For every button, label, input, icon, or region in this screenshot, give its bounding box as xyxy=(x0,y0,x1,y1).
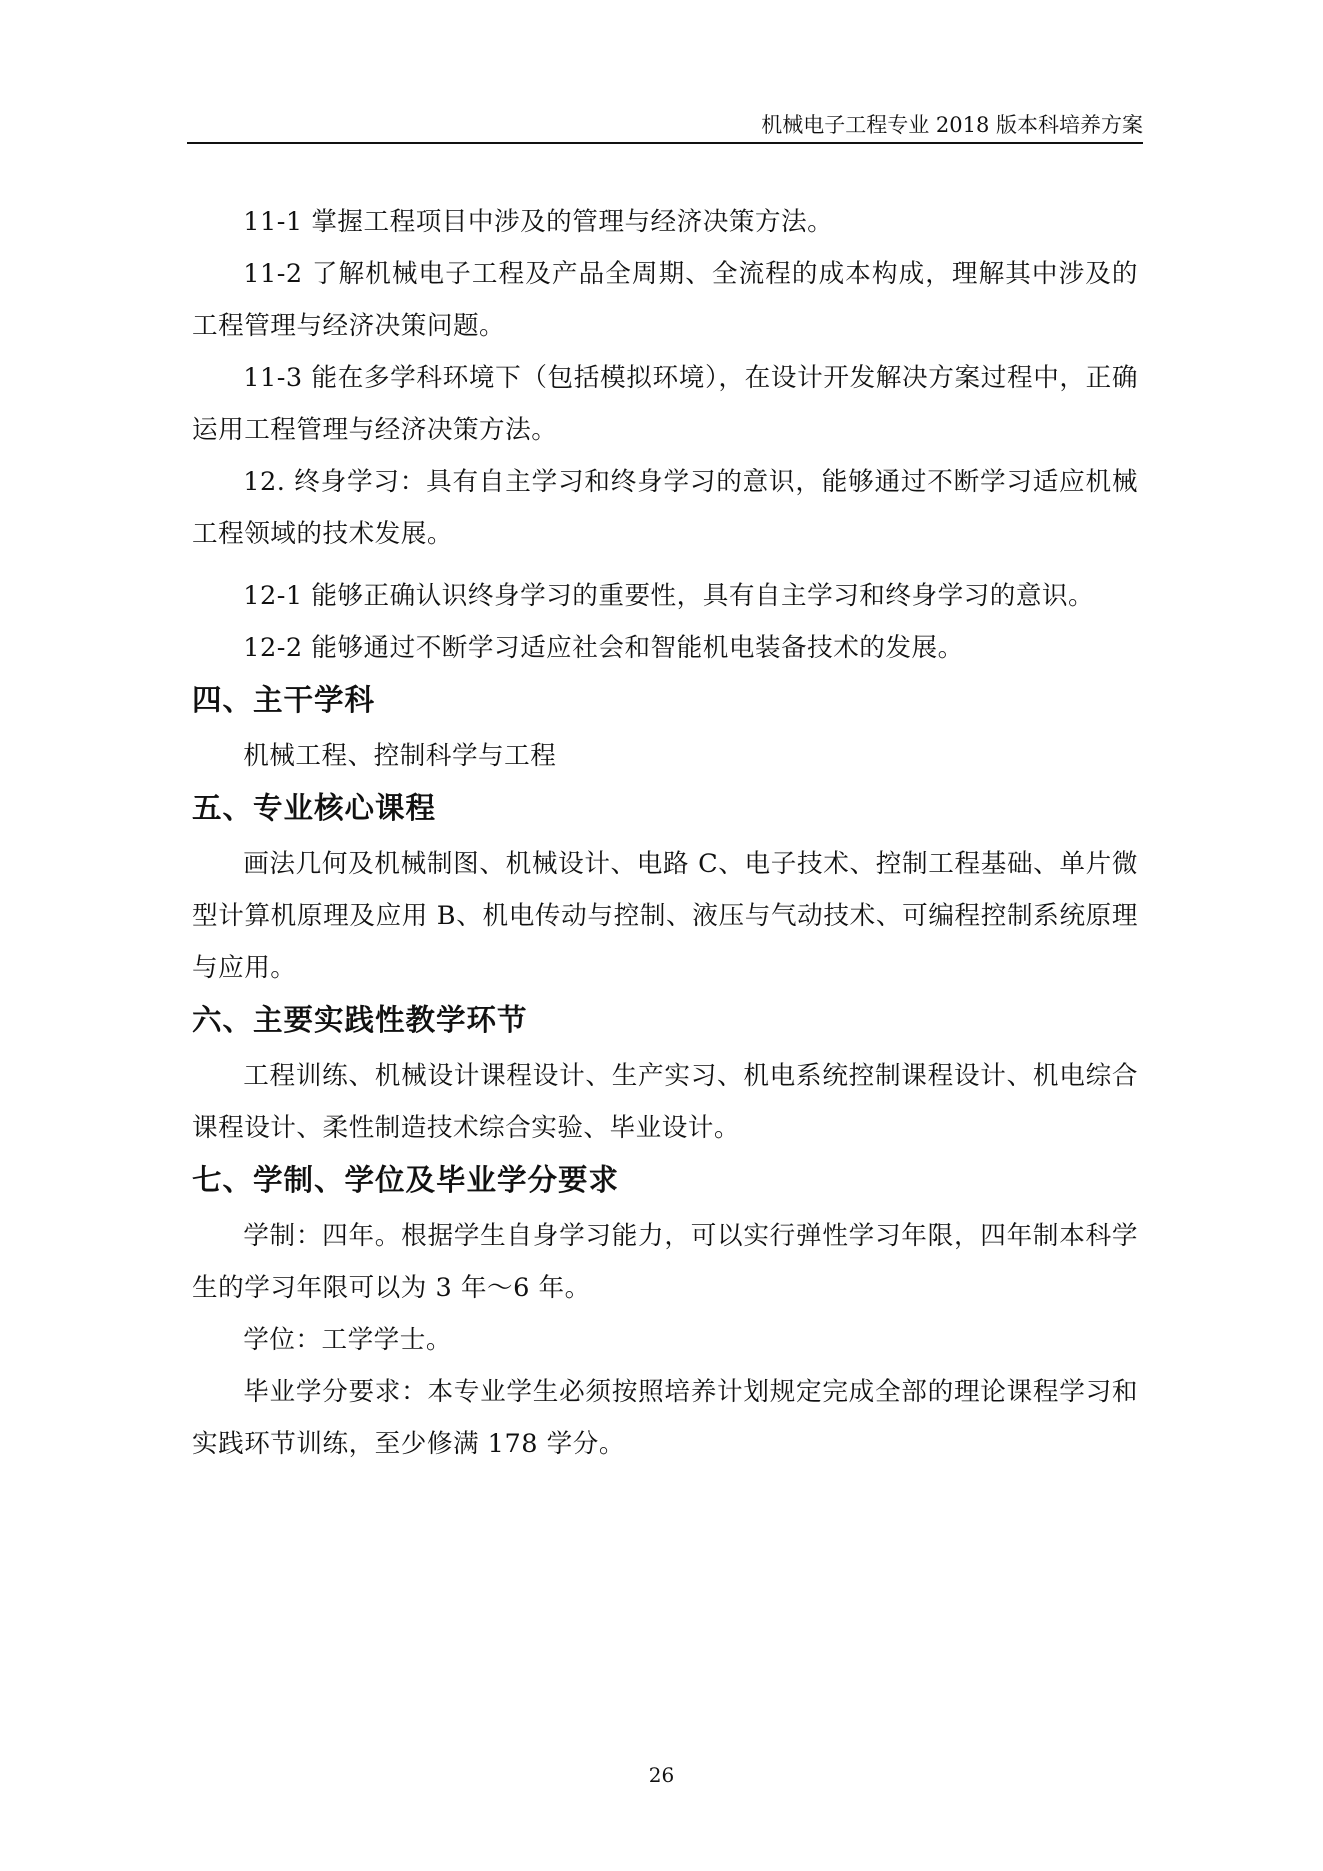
section-heading-practical-teaching: 六、主要实践性教学环节 xyxy=(192,1003,528,1037)
paragraph-12-1: 12-1 能够正确认识终身学习的重要性，具有自主学习和终身学习的意识。 xyxy=(243,581,1095,611)
paragraph-11-1: 11-1 掌握工程项目中涉及的管理与经济决策方法。 xyxy=(243,207,834,237)
paragraph-12-2: 12-2 能够通过不断学习适应社会和智能机电装备技术的发展。 xyxy=(243,633,964,663)
page-number: 26 xyxy=(648,1763,675,1787)
credit-requirement-text: 毕业学分要求：本专业学生必须按照培养计划规定完成全部的理论课程学习和实践环节训练，至少修满 178 学分。 xyxy=(192,1377,1138,1459)
section-heading-main-disciplines: 四、主干学科 xyxy=(192,683,376,717)
paragraph-11-3: 11-3 能在多学科环境下（包括模拟环境），在设计开发解决方案过程中，正确运用工程管理与经济决策方法。 xyxy=(192,363,1138,445)
study-duration-text: 学制：四年。根据学生自身学习能力，可以实行弹性学习年限，四年制本科学生的学习年限可以为 3 年～6 年。 xyxy=(192,1221,1138,1303)
paragraph-11-2: 11-2 了解机械电子工程及产品全周期、全流程的成本构成，理解其中涉及的工程管理与经济决策问题。 xyxy=(192,259,1138,341)
running-header: 机械电子工程专业 2018 版本科培养方案 xyxy=(761,113,1143,137)
page-body xyxy=(192,196,1138,1470)
degree-text: 学位：工学学士。 xyxy=(243,1325,452,1355)
core-courses-text: 画法几何及机械制图、机械设计、电路 C、电子技术、控制工程基础、单片微型计算机原理及应用 B、机电传动与控制、液压与气动技术、可编程控制系统原理与应用。 xyxy=(192,849,1138,983)
paragraph-12-lifelong-learning: 12. 终身学习：具有自主学习和终身学习的意识，能够通过不断学习适应机械工程领域的技术发展。 xyxy=(192,467,1138,549)
section-heading-core-courses: 五、专业核心课程 xyxy=(192,791,437,825)
header-rule xyxy=(187,142,1143,144)
section-heading-duration-degree-credits: 七、学制、学位及毕业学分要求 xyxy=(192,1163,620,1197)
main-disciplines-text: 机械工程、控制科学与工程 xyxy=(243,741,557,771)
practical-teaching-text: 工程训练、机械设计课程设计、生产实习、机电系统控制课程设计、机电综合课程设计、柔性制造技术综合实验、毕业设计。 xyxy=(192,1061,1138,1143)
